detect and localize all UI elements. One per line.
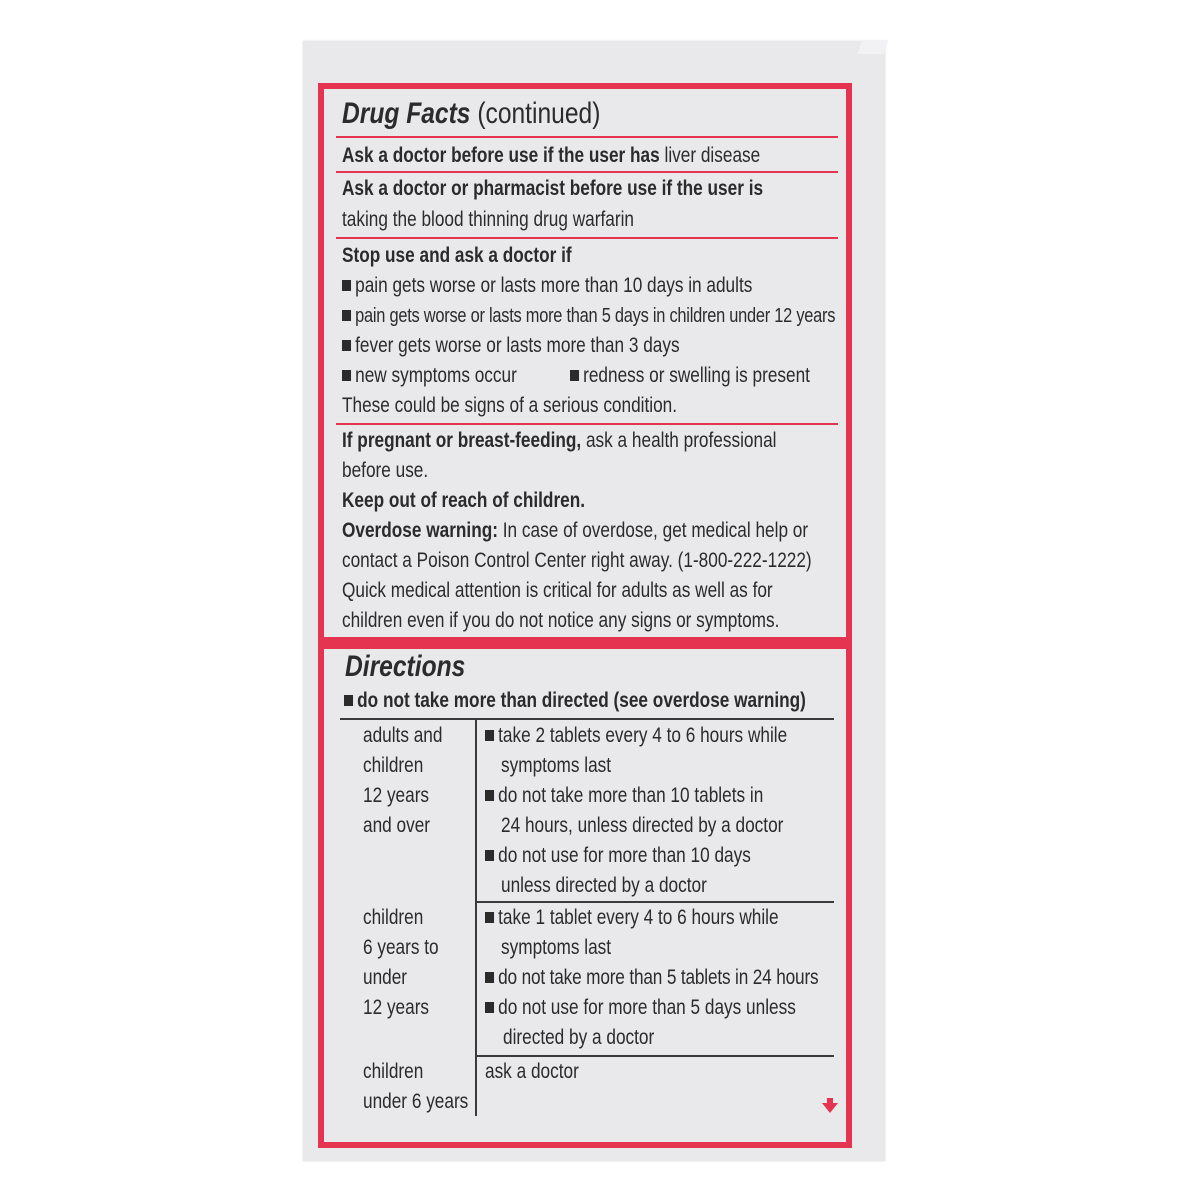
- stop-note: These could be signs of a serious condition.: [342, 394, 678, 417]
- table-divider: [340, 718, 834, 720]
- table-row-divider: [475, 1055, 834, 1057]
- bullet-icon: [485, 790, 494, 801]
- bullet-icon: [485, 1002, 494, 1013]
- divider: [336, 237, 838, 239]
- table-row-divider: [475, 901, 834, 903]
- divider: [336, 171, 838, 173]
- dosage-line: directed by a doctor: [503, 1026, 655, 1049]
- dosage-line: ask a doctor: [485, 1060, 579, 1083]
- dosage-line: do not take more than 10 tablets in: [485, 784, 763, 808]
- warfarin-text: taking the blood thinning drug warfarin: [342, 208, 634, 231]
- overdose-text: children even if you do not notice any signs or symptoms.: [342, 609, 780, 632]
- package-flap: [857, 40, 888, 54]
- dosage-line: do not take more than 5 tablets in 24 hours: [485, 966, 818, 990]
- dosage-line: take 1 tablet every 4 to 6 hours while: [485, 906, 779, 930]
- divider: [336, 423, 838, 425]
- dosage-line: do not use for more than 10 days: [485, 844, 751, 868]
- dosage-line: symptoms last: [501, 754, 612, 777]
- bullet-icon: [342, 310, 351, 321]
- age-group: adults and: [363, 724, 443, 747]
- stop-item: pain gets worse or lasts more than 5 days in children under 12 years: [342, 304, 835, 328]
- overdose-text: Quick medical attention is critical for adults as well as for: [342, 579, 773, 602]
- stop-item: pain gets worse or lasts more than 10 days in adults: [342, 274, 752, 298]
- stop-item: fever gets worse or lasts more than 3 days: [342, 334, 680, 358]
- warfarin-heading: Ask a doctor or pharmacist before use if the user is: [342, 177, 764, 200]
- bullet-icon: [570, 370, 579, 381]
- dosage-line: do not use for more than 5 days unless: [485, 996, 796, 1020]
- age-group: under: [363, 966, 408, 989]
- liver-warning: Ask a doctor before use if the user has liver disease: [342, 144, 761, 167]
- stop-use-heading: Stop use and ask a doctor if: [342, 244, 572, 267]
- age-group: 12 years: [363, 784, 430, 807]
- continue-arrow-icon: [822, 1103, 838, 1113]
- bullet-icon: [342, 340, 351, 351]
- dosage-line: take 2 tablets every 4 to 6 hours while: [485, 724, 787, 748]
- bullet-icon: [485, 730, 494, 741]
- bullet-icon: [485, 972, 494, 983]
- age-group: 12 years: [363, 996, 430, 1019]
- age-group: children: [363, 906, 424, 929]
- overdose-text: contact a Poison Control Center right away. (1-800-222-1222): [342, 549, 812, 572]
- directions-title: Directions: [345, 650, 466, 683]
- bullet-icon: [342, 280, 351, 291]
- bullet-icon: [342, 370, 351, 381]
- keep-out-warning: Keep out of reach of children.: [342, 489, 586, 512]
- age-group: under 6 years: [363, 1090, 469, 1113]
- bullet-icon: [485, 912, 494, 923]
- stop-item: new symptoms occur: [342, 364, 517, 388]
- stop-item: redness or swelling is present: [570, 364, 810, 388]
- pregnancy-warning: If pregnant or breast-feeding, ask a health professional: [342, 429, 777, 452]
- directions-top-item: do not take more than directed (see overdose warning): [344, 689, 806, 713]
- overdose-warning: Overdose warning: In case of overdose, get medical help or: [342, 519, 809, 542]
- age-group: children: [363, 1060, 424, 1083]
- bullet-icon: [485, 850, 494, 861]
- pregnancy-warning-cont: before use.: [342, 459, 429, 482]
- divider: [336, 136, 838, 138]
- age-group: 6 years to: [363, 936, 439, 959]
- dosage-line: symptoms last: [501, 936, 612, 959]
- dosage-line: unless directed by a doctor: [501, 874, 707, 897]
- bullet-icon: [344, 695, 353, 706]
- age-group: and over: [363, 814, 431, 837]
- age-group: children: [363, 754, 424, 777]
- drug-facts-title: Drug Facts (continued): [342, 97, 601, 130]
- dosage-line: 24 hours, unless directed by a doctor: [501, 814, 784, 837]
